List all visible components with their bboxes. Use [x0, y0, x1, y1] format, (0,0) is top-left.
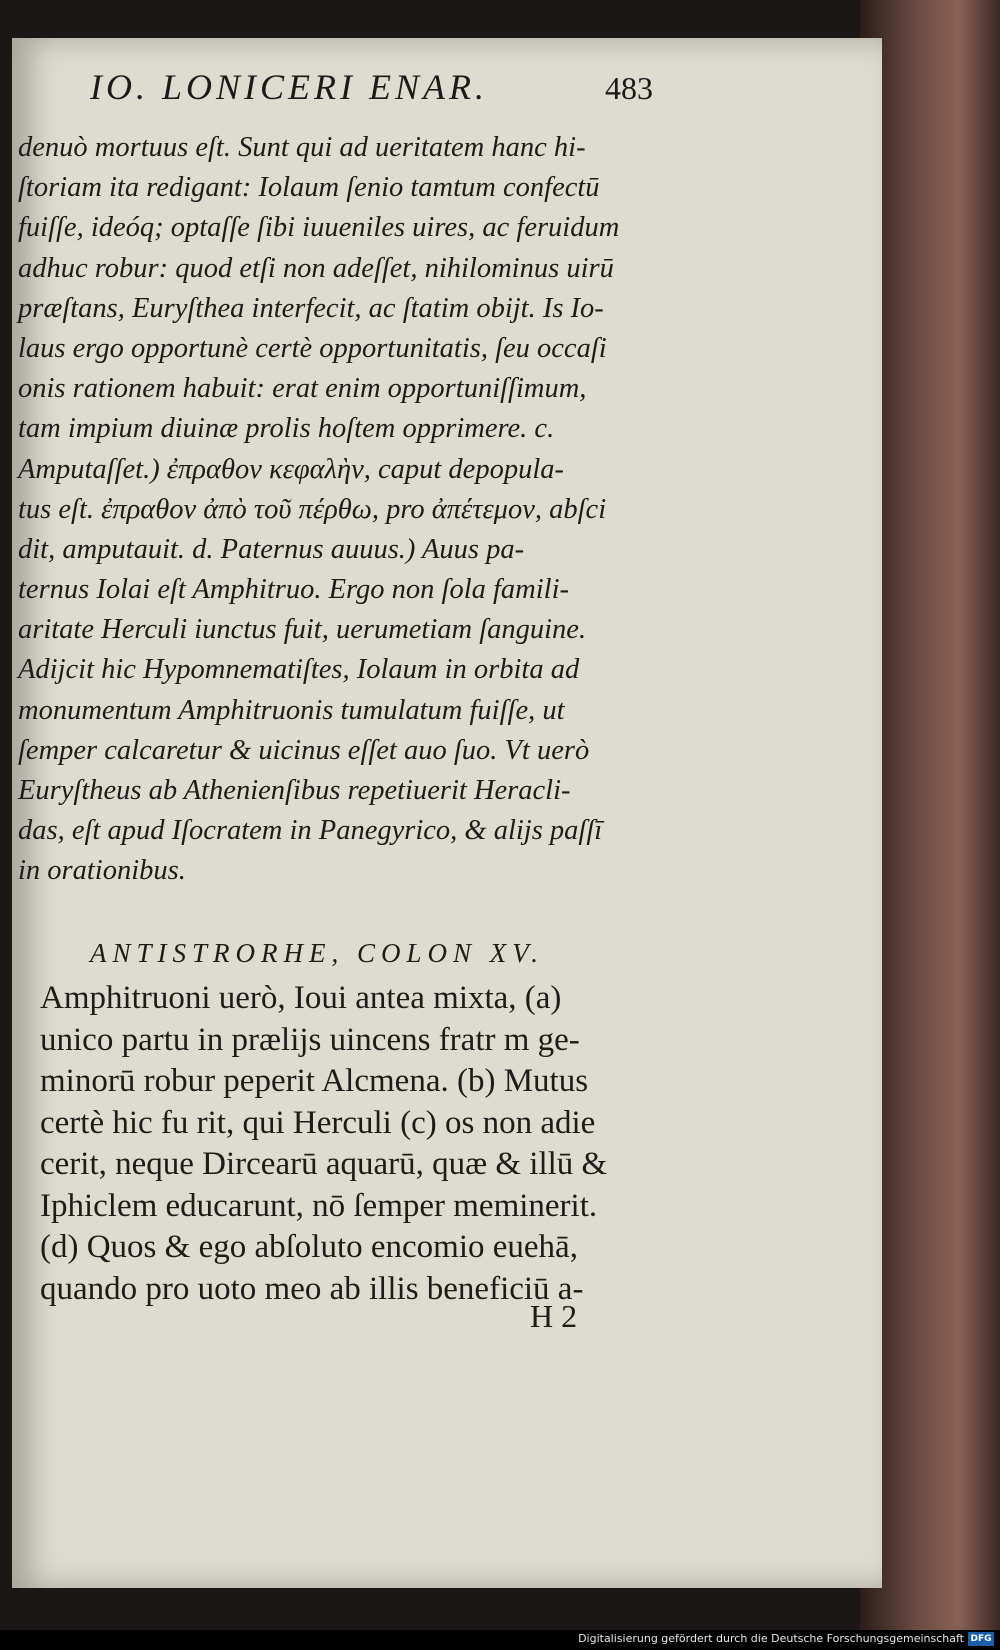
commentary-line: denuò mortuus eſt. Sunt qui ad ueritatem hanc hi- — [18, 132, 586, 163]
commentary-line: Euryſtheus ab Athenienſibus repetiuerit Heracli- — [18, 775, 571, 806]
page-number: 483 — [605, 70, 653, 106]
verse-line: (d) Quos & ego abſoluto encomio euehā, — [40, 1229, 578, 1265]
verse-line: Amphitruoni uerò, Ioui antea mixta, (a) — [40, 980, 562, 1016]
commentary-line: Adijcit hic Hypomnematiſtes, Iolaum in orbita ad — [18, 654, 580, 686]
commentary-line: tus eſt. ἐπραθον ἀπὸ τοῦ πέρθω, pro ἀπέτεμον, abſci — [18, 493, 607, 525]
commentary-line: dit, amputauit. d. Paternus auuus.) Auus pa- — [18, 533, 525, 565]
commentary-line: Amputaſſet.) ἐπραθον κεφαλὴν, caput depopula- — [18, 453, 564, 485]
verse-line: unico partu in prælijs uincens fratr m ge- — [40, 1021, 580, 1058]
section-heading: ANTISTRORHE, COLON XV. — [90, 938, 545, 968]
verse-line: quando pro uoto meo ab illis beneficiū a- — [40, 1270, 584, 1307]
verse-line: Iphiclem educarunt, nō ſemper meminerit. — [40, 1187, 598, 1224]
signature-mark: H 2 — [530, 1298, 578, 1334]
commentary-line: ſtoriam ita redigant: Iolaum ſenio tamtum confectū — [18, 172, 600, 204]
footer-credit: Digitalisierung gefördert durch die Deutsche Forschungsgemeinschaft — [578, 1632, 964, 1645]
commentary-line: onis rationem habuit: erat enim opportuniſſimum, — [18, 373, 587, 405]
verse-line: cerit, neque Dircearū aquarū, quæ & illū & — [40, 1146, 608, 1182]
commentary-line: ternus Iolai eſt Amphitruo. Ergo non ſola famili- — [18, 574, 569, 606]
commentary-block — [18, 128, 678, 892]
commentary-line: das, eſt apud Iſocratem in Panegyrico, & alijs paſſī — [18, 815, 603, 847]
commentary-line: tam impium diuinæ prolis hoſtem opprimere. c. — [18, 413, 555, 445]
commentary-line: adhuc robur: quod etſi non adeſſet, nihilominus uirū — [18, 252, 614, 284]
running-title: IO. LONICERI ENAR. — [90, 67, 488, 107]
commentary-line: laus ergo opportunè certè opportunitatis, ſeu occaſi — [18, 332, 607, 364]
commentary-line: ſemper calcaretur & uicinus eſſet auo ſuo. Vt uerò — [18, 734, 590, 766]
commentary-line: monumentum Amphitruonis tumulatum fuiſſe, ut — [18, 694, 565, 726]
dfg-logo: DFG — [968, 1632, 994, 1646]
verse-block — [40, 978, 690, 1310]
verse-line: minorū robur peperit Alcmena. (b) Mutus — [40, 1063, 589, 1099]
commentary-line: in orationibus. — [18, 855, 186, 887]
commentary-line: præſtans, Euryſthea interfecit, ac ſtatim obijt. Is Io- — [18, 292, 604, 324]
commentary-line: fuiſſe, ideóq; optaſſe ſibi iuueniles uires, ac feruidum — [18, 212, 620, 244]
commentary-line: aritate Herculi iunctus fuit, uerumetiam ſanguine. — [18, 614, 587, 646]
verse-line: certè hic fu rit, qui Herculi (c) os non adie — [40, 1104, 596, 1141]
